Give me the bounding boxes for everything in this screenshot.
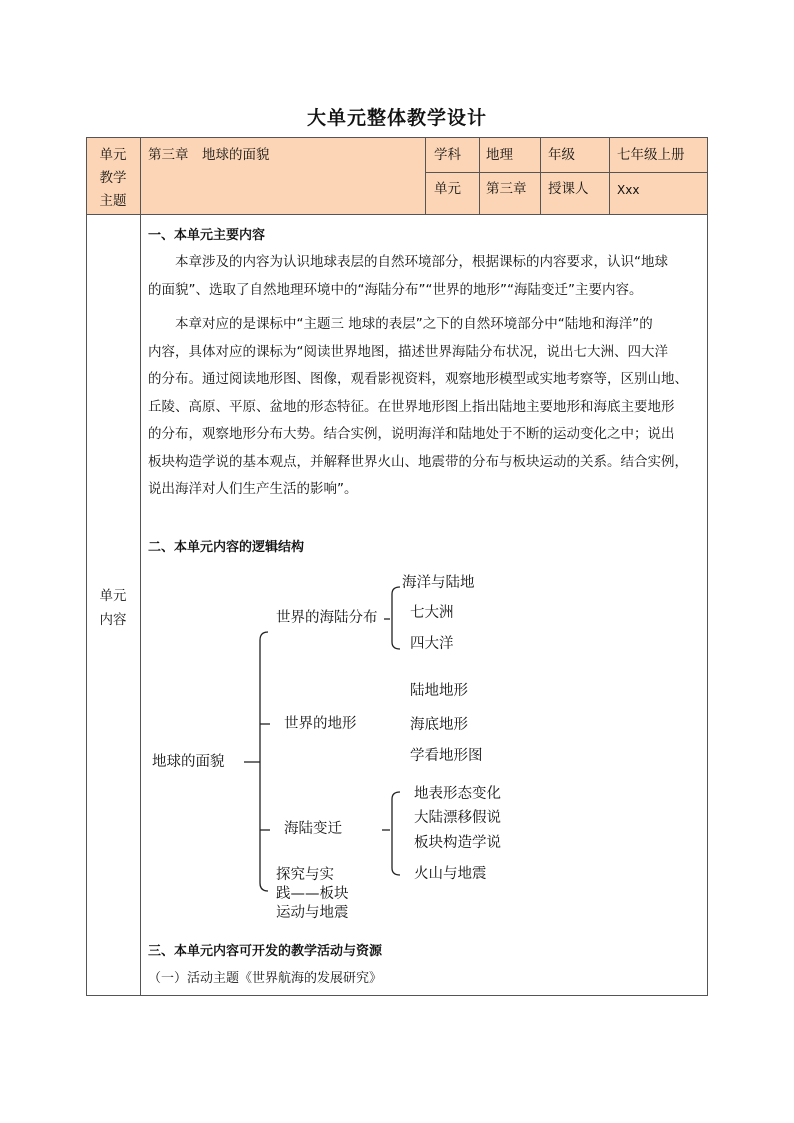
diagram-leaf: 火山与地震	[414, 866, 487, 882]
table-border-header-bottom	[86, 214, 708, 215]
teacher-label: 授课人	[548, 181, 589, 197]
document-title: 大单元整体教学设计	[306, 107, 487, 129]
header-col-divider	[425, 137, 426, 214]
diagram-leaf: 四大洋	[410, 636, 454, 652]
header-col-divider	[609, 137, 610, 214]
section1-heading: 一、本单元主要内容	[148, 228, 266, 243]
unit-theme-label: 单元 教学 主题	[99, 147, 127, 209]
unit-value: 第三章	[486, 181, 527, 197]
diagram-leaf: 七大洲	[410, 605, 454, 621]
unit-label: 单元	[434, 181, 461, 197]
header-col-divider	[540, 137, 541, 214]
section3-heading: 三、本单元内容可开发的教学活动与资源	[148, 944, 383, 959]
unit-content-label: 单元 内容	[99, 588, 127, 628]
diagram-leaf: 板块构造学说	[414, 835, 501, 851]
diagram-branch: 海陆变迁	[284, 821, 342, 837]
header-row-divider	[425, 172, 708, 173]
activity-theme: （一）活动主题《世界航海的发展研究》	[148, 971, 383, 986]
grade-label: 年级	[548, 147, 575, 163]
header-col-divider	[479, 137, 480, 214]
section2-heading: 二、本单元内容的逻辑结构	[148, 540, 305, 555]
subject-label: 学科	[434, 147, 461, 163]
section1-paragraph2: 本章对应的是课标中“主题三 地球的表层”之下的自然环境部分中“陆地和海洋”的 内容，具体对应的课标为“阅读世界地图，描述世界海陆分布状况，说出七大洲、四大洋 的分布。通过阅读地形图、图像，观看影视资料，观察地形模型或实地考察等，区别山地、 丘陵、高原、平原、盆地的形态特征。在世界地形图上指出陆地主要地形和海底主要地形 的分布，观察地形分布大势。结合实例，说明海洋和陆地处于不断的运动变化之中；说出 板块构造学说的基本观点，并解释世界火山、地震带的分布与板块运动的关系。结合实例， 说出海洋对人们生产生活的影响”。	[148, 316, 688, 497]
diagram-branch: 世界的地形	[284, 716, 357, 732]
table-border-bottom	[86, 995, 708, 996]
diagram-leaf: 海底地形	[410, 717, 468, 733]
diagram-leaf: 学看地形图	[410, 748, 483, 764]
diagram-leaf: 地表形态变化	[414, 786, 501, 802]
table-border-top	[86, 137, 708, 138]
diagram-leaf: 陆地地形	[410, 683, 468, 699]
diagram-leaf: 大陆漂移假说	[414, 810, 501, 826]
grade-value: 七年级上册	[617, 147, 685, 163]
diagram-leaf: 海洋与陆地	[402, 575, 475, 591]
diagram-brackets	[86, 560, 708, 940]
section1-paragraph1: 本章涉及的内容为认识地球表层的自然环境部分，根据课标的内容要求，认识“地球 的面貌”、选取了自然地理环境中的“海陆分布”“世界的地形”“海陆变迁”主要内容。	[148, 254, 668, 298]
diagram-branch-practice: 探究与实 践——板块 运动与地震	[276, 867, 349, 921]
diagram-root: 地球的面貌	[152, 754, 225, 770]
chapter-title: 第三章 地球的面貌	[148, 147, 270, 163]
logic-structure-diagram	[86, 560, 708, 940]
diagram-branch: 世界的海陆分布	[276, 610, 378, 626]
subject-value: 地理	[486, 147, 513, 163]
teacher-value: Xxx	[617, 183, 640, 197]
